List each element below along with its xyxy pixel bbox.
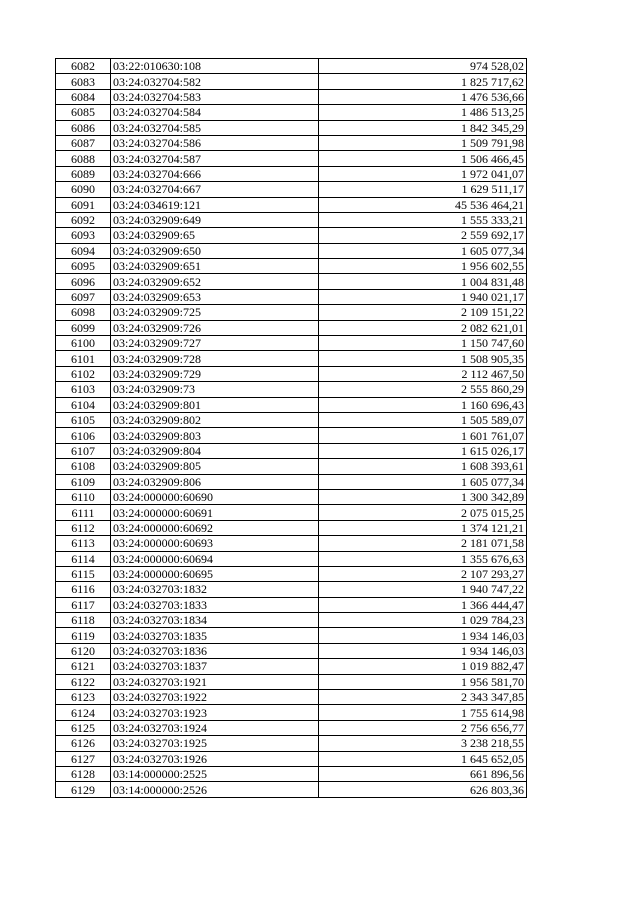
cadastral-number-cell: 03:24:032703:1922 <box>111 690 319 705</box>
row-number-cell: 6098 <box>56 305 111 320</box>
cadastral-value-cell: 661 896,56 <box>319 766 527 781</box>
cadastral-value-cell: 1 160 696,43 <box>319 397 527 412</box>
table-body <box>56 59 527 798</box>
cadastral-number-cell: 03:24:032909:651 <box>111 259 319 274</box>
table-row <box>56 505 527 520</box>
cadastral-number-cell: 03:24:032909:649 <box>111 212 319 227</box>
table-row <box>56 89 527 104</box>
cadastral-value-cell: 2 107 293,27 <box>319 566 527 581</box>
cadastral-value-cell: 1 934 146,03 <box>319 643 527 658</box>
cadastral-number-cell: 03:24:032909:653 <box>111 289 319 304</box>
cadastral-value-cell: 1 355 676,63 <box>319 551 527 566</box>
cadastral-number-cell: 03:24:032704:667 <box>111 182 319 197</box>
table-row <box>56 459 527 474</box>
table-row <box>56 597 527 612</box>
cadastral-number-cell: 03:24:032703:1926 <box>111 751 319 766</box>
cadastral-value-cell: 1 019 882,47 <box>319 659 527 674</box>
row-number-cell: 6110 <box>56 489 111 504</box>
table-row <box>56 305 527 320</box>
row-number-cell: 6124 <box>56 705 111 720</box>
cadastral-value-cell: 626 803,36 <box>319 782 527 797</box>
cadastral-number-cell: 03:24:032703:1921 <box>111 674 319 689</box>
row-number-cell: 6122 <box>56 674 111 689</box>
row-number-cell: 6104 <box>56 397 111 412</box>
table-row <box>56 489 527 504</box>
cadastral-number-cell: 03:24:000000:60695 <box>111 566 319 581</box>
cadastral-number-cell: 03:14:000000:2526 <box>111 782 319 797</box>
row-number-cell: 6129 <box>56 782 111 797</box>
cadastral-value-cell: 2 082 621,01 <box>319 320 527 335</box>
table-row <box>56 566 527 581</box>
cadastral-number-cell: 03:24:000000:60693 <box>111 536 319 551</box>
row-number-cell: 6127 <box>56 751 111 766</box>
table-row <box>56 151 527 166</box>
table-row <box>56 751 527 766</box>
cadastral-value-cell: 1 956 602,55 <box>319 259 527 274</box>
cadastral-number-cell: 03:24:032909:65 <box>111 228 319 243</box>
row-number-cell: 6092 <box>56 212 111 227</box>
row-number-cell: 6089 <box>56 166 111 181</box>
row-number-cell: 6106 <box>56 428 111 443</box>
table-row <box>56 289 527 304</box>
table-row <box>56 243 527 258</box>
table-row <box>56 197 527 212</box>
cadastral-value-cell: 1 972 041,07 <box>319 166 527 181</box>
cadastral-value-cell: 1 755 614,98 <box>319 705 527 720</box>
table-row <box>56 228 527 243</box>
row-number-cell: 6085 <box>56 105 111 120</box>
table-row <box>56 336 527 351</box>
table-row <box>56 428 527 443</box>
row-number-cell: 6090 <box>56 182 111 197</box>
cadastral-number-cell: 03:24:000000:60694 <box>111 551 319 566</box>
cadastral-value-cell: 1 940 747,22 <box>319 582 527 597</box>
cadastral-value-cell: 1 629 511,17 <box>319 182 527 197</box>
table-row <box>56 628 527 643</box>
cadastral-number-cell: 03:24:032909:650 <box>111 243 319 258</box>
row-number-cell: 6121 <box>56 659 111 674</box>
row-number-cell: 6113 <box>56 536 111 551</box>
cadastral-number-cell: 03:24:032704:583 <box>111 89 319 104</box>
row-number-cell: 6091 <box>56 197 111 212</box>
table-row <box>56 766 527 781</box>
cadastral-number-cell: 03:24:032909:728 <box>111 351 319 366</box>
row-number-cell: 6101 <box>56 351 111 366</box>
row-number-cell: 6103 <box>56 382 111 397</box>
cadastral-number-cell: 03:24:032909:725 <box>111 305 319 320</box>
cadastral-number-cell: 03:24:032703:1923 <box>111 705 319 720</box>
row-number-cell: 6112 <box>56 520 111 535</box>
cadastral-value-cell: 2 555 860,29 <box>319 382 527 397</box>
table-row <box>56 212 527 227</box>
cadastral-number-cell: 03:24:000000:60692 <box>111 520 319 535</box>
cadastral-number-cell: 03:24:034619:121 <box>111 197 319 212</box>
cadastral-value-cell: 1 029 784,23 <box>319 613 527 628</box>
cadastral-number-cell: 03:24:032704:582 <box>111 74 319 89</box>
row-number-cell: 6128 <box>56 766 111 781</box>
cadastral-number-cell: 03:24:032704:586 <box>111 135 319 150</box>
cadastral-value-cell: 1 374 121,21 <box>319 520 527 535</box>
row-number-cell: 6086 <box>56 120 111 135</box>
table-row <box>56 690 527 705</box>
table-row <box>56 351 527 366</box>
table-row <box>56 782 527 797</box>
table-row <box>56 366 527 381</box>
cadastral-number-cell: 03:24:032909:652 <box>111 274 319 289</box>
cadastral-value-cell: 3 238 218,55 <box>319 736 527 751</box>
cadastral-value-cell: 1 934 146,03 <box>319 628 527 643</box>
table-row <box>56 274 527 289</box>
cadastral-number-cell: 03:24:032909:73 <box>111 382 319 397</box>
cadastral-number-cell: 03:24:032909:804 <box>111 443 319 458</box>
cadastral-value-cell: 2 112 467,50 <box>319 366 527 381</box>
table-row <box>56 474 527 489</box>
row-number-cell: 6114 <box>56 551 111 566</box>
cadastral-number-cell: 03:14:000000:2525 <box>111 766 319 781</box>
cadastral-value-cell: 1 508 905,35 <box>319 351 527 366</box>
table-row <box>56 135 527 150</box>
cadastral-number-cell: 03:24:032909:806 <box>111 474 319 489</box>
cadastral-value-cell: 45 536 464,21 <box>319 197 527 212</box>
cadastral-number-cell: 03:24:032704:584 <box>111 105 319 120</box>
cadastral-value-cell: 1 842 345,29 <box>319 120 527 135</box>
row-number-cell: 6095 <box>56 259 111 274</box>
table-row <box>56 613 527 628</box>
cadastral-number-cell: 03:24:000000:60690 <box>111 489 319 504</box>
row-number-cell: 6108 <box>56 459 111 474</box>
row-number-cell: 6119 <box>56 628 111 643</box>
cadastral-number-cell: 03:24:032909:726 <box>111 320 319 335</box>
row-number-cell: 6100 <box>56 336 111 351</box>
cadastral-number-cell: 03:24:032909:805 <box>111 459 319 474</box>
row-number-cell: 6083 <box>56 74 111 89</box>
cadastral-value-cell: 2 075 015,25 <box>319 505 527 520</box>
cadastral-value-cell: 1 366 444,47 <box>319 597 527 612</box>
cadastral-value-cell: 1 601 761,07 <box>319 428 527 443</box>
cadastral-value-table <box>55 58 527 798</box>
cadastral-value-cell: 974 528,02 <box>319 59 527 74</box>
cadastral-number-cell: 03:24:032909:727 <box>111 336 319 351</box>
row-number-cell: 6088 <box>56 151 111 166</box>
cadastral-number-cell: 03:24:032703:1925 <box>111 736 319 751</box>
row-number-cell: 6107 <box>56 443 111 458</box>
cadastral-number-cell: 03:24:032909:803 <box>111 428 319 443</box>
table-row <box>56 182 527 197</box>
cadastral-value-cell: 1 150 747,60 <box>319 336 527 351</box>
table-row <box>56 397 527 412</box>
cadastral-number-cell: 03:24:000000:60691 <box>111 505 319 520</box>
row-number-cell: 6093 <box>56 228 111 243</box>
table-row <box>56 120 527 135</box>
cadastral-number-cell: 03:22:010630:108 <box>111 59 319 74</box>
cadastral-number-cell: 03:24:032703:1836 <box>111 643 319 658</box>
cadastral-number-cell: 03:24:032909:729 <box>111 366 319 381</box>
cadastral-value-cell: 2 559 692,17 <box>319 228 527 243</box>
cadastral-value-cell: 1 605 077,34 <box>319 474 527 489</box>
cadastral-value-cell: 1 825 717,62 <box>319 74 527 89</box>
table-row <box>56 412 527 427</box>
cadastral-number-cell: 03:24:032703:1924 <box>111 720 319 735</box>
row-number-cell: 6125 <box>56 720 111 735</box>
cadastral-value-cell: 1 300 342,89 <box>319 489 527 504</box>
table-row <box>56 536 527 551</box>
cadastral-value-cell: 1 004 831,48 <box>319 274 527 289</box>
cadastral-number-cell: 03:24:032704:585 <box>111 120 319 135</box>
row-number-cell: 6123 <box>56 690 111 705</box>
cadastral-number-cell: 03:24:032703:1835 <box>111 628 319 643</box>
cadastral-value-cell: 1 476 536,66 <box>319 89 527 104</box>
row-number-cell: 6082 <box>56 59 111 74</box>
cadastral-number-cell: 03:24:032704:666 <box>111 166 319 181</box>
table-row <box>56 520 527 535</box>
table-row <box>56 105 527 120</box>
table-row <box>56 643 527 658</box>
cadastral-value-cell: 2 181 071,58 <box>319 536 527 551</box>
row-number-cell: 6099 <box>56 320 111 335</box>
row-number-cell: 6102 <box>56 366 111 381</box>
cadastral-value-cell: 2 109 151,22 <box>319 305 527 320</box>
row-number-cell: 6117 <box>56 597 111 612</box>
cadastral-value-cell: 1 956 581,70 <box>319 674 527 689</box>
cadastral-number-cell: 03:24:032703:1834 <box>111 613 319 628</box>
cadastral-value-cell: 1 605 077,34 <box>319 243 527 258</box>
cadastral-number-cell: 03:24:032909:801 <box>111 397 319 412</box>
row-number-cell: 6087 <box>56 135 111 150</box>
table-row <box>56 166 527 181</box>
cadastral-value-cell: 2 343 347,85 <box>319 690 527 705</box>
cadastral-value-cell: 1 940 021,17 <box>319 289 527 304</box>
cadastral-number-cell: 03:24:032909:802 <box>111 412 319 427</box>
row-number-cell: 6126 <box>56 736 111 751</box>
cadastral-number-cell: 03:24:032703:1833 <box>111 597 319 612</box>
row-number-cell: 6120 <box>56 643 111 658</box>
row-number-cell: 6084 <box>56 89 111 104</box>
row-number-cell: 6111 <box>56 505 111 520</box>
table-row <box>56 674 527 689</box>
row-number-cell: 6094 <box>56 243 111 258</box>
row-number-cell: 6118 <box>56 613 111 628</box>
cadastral-value-cell: 1 615 026,17 <box>319 443 527 458</box>
cadastral-number-cell: 03:24:032703:1837 <box>111 659 319 674</box>
table-row <box>56 736 527 751</box>
row-number-cell: 6109 <box>56 474 111 489</box>
row-number-cell: 6116 <box>56 582 111 597</box>
cadastral-value-cell: 1 509 791,98 <box>319 135 527 150</box>
cadastral-number-cell: 03:24:032704:587 <box>111 151 319 166</box>
cadastral-value-cell: 1 555 333,21 <box>319 212 527 227</box>
table-row <box>56 705 527 720</box>
cadastral-value-cell: 1 608 393,61 <box>319 459 527 474</box>
cadastral-value-cell: 1 505 589,07 <box>319 412 527 427</box>
table-row <box>56 320 527 335</box>
table-row <box>56 582 527 597</box>
row-number-cell: 6105 <box>56 412 111 427</box>
table-row <box>56 551 527 566</box>
cadastral-value-cell: 1 645 652,05 <box>319 751 527 766</box>
table-row <box>56 59 527 74</box>
table-row <box>56 720 527 735</box>
row-number-cell: 6096 <box>56 274 111 289</box>
cadastral-value-cell: 1 486 513,25 <box>319 105 527 120</box>
row-number-cell: 6115 <box>56 566 111 581</box>
table-row <box>56 443 527 458</box>
table-row <box>56 259 527 274</box>
table-row <box>56 74 527 89</box>
row-number-cell: 6097 <box>56 289 111 304</box>
cadastral-value-cell: 2 756 656,77 <box>319 720 527 735</box>
table-row <box>56 382 527 397</box>
cadastral-value-cell: 1 506 466,45 <box>319 151 527 166</box>
cadastral-number-cell: 03:24:032703:1832 <box>111 582 319 597</box>
table-row <box>56 659 527 674</box>
